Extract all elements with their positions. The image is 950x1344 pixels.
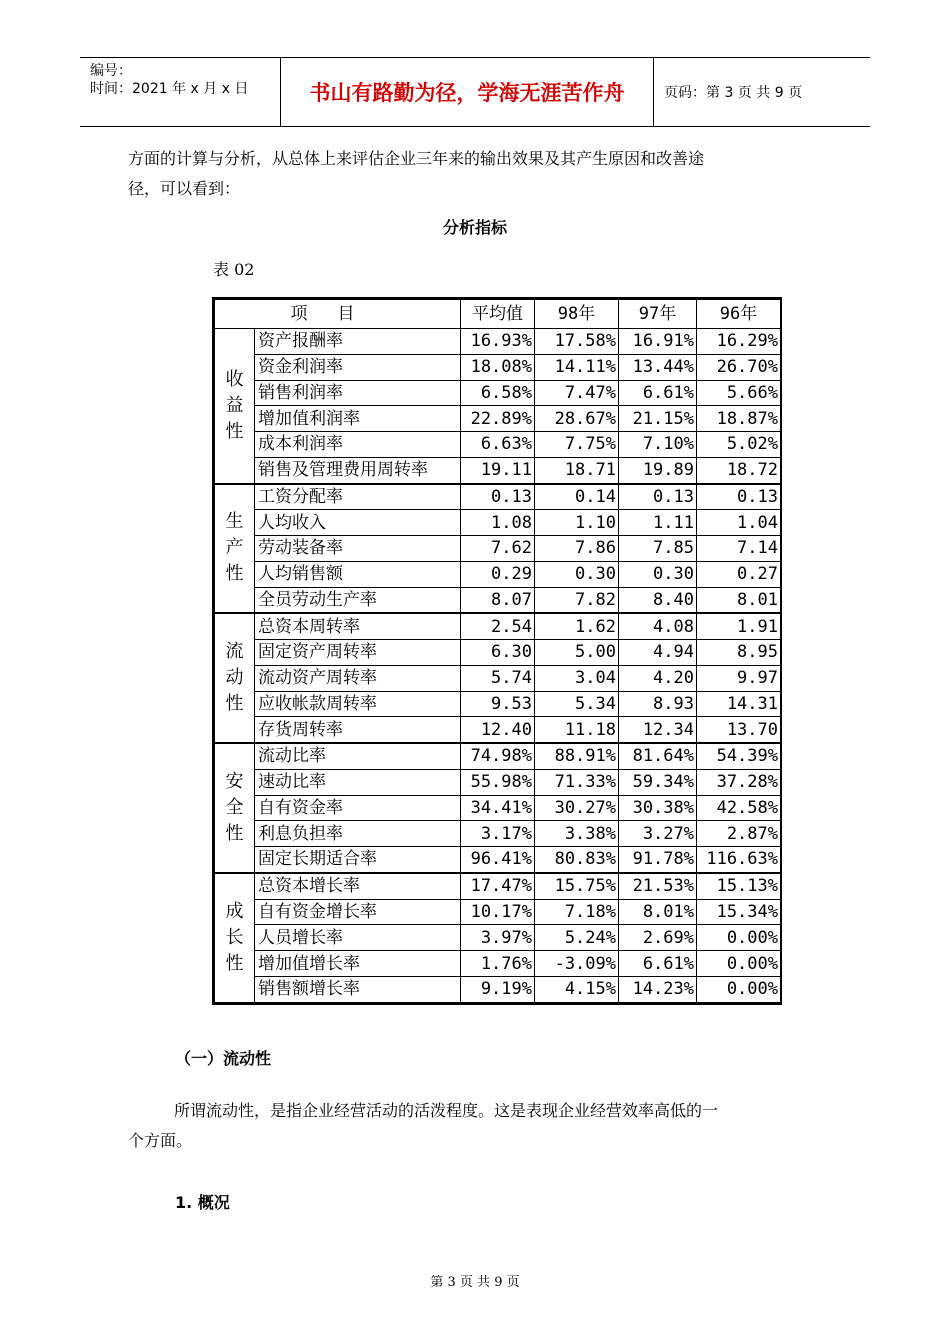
table-row: [215, 457, 781, 483]
y98-cell: 80.83%: [535, 847, 619, 873]
avg-cell: 0.29: [461, 561, 535, 587]
table-row: [215, 925, 781, 951]
y96-cell: 9.97: [697, 665, 781, 691]
y98-cell: 17.58%: [535, 329, 619, 355]
paragraph-line: 所谓流动性，是指企业经营活动的活泼程度。这是表现企业经营效率高低的一: [174, 1101, 719, 1120]
avg-cell: 2.54: [461, 613, 535, 639]
y98-cell: 5.34: [535, 691, 619, 717]
table-row: [215, 484, 781, 510]
y97-cell: 7.10%: [619, 432, 697, 458]
page-header: [80, 57, 870, 127]
table-label: 表 02: [213, 260, 255, 279]
y96-cell: 0.00%: [697, 976, 781, 1002]
y98-cell: 4.15%: [535, 976, 619, 1002]
table-row: [215, 847, 781, 873]
y96-cell: 0.13: [697, 484, 781, 510]
y97-cell: 7.85: [619, 536, 697, 562]
item-name-cell: 增加值利润率: [255, 406, 461, 432]
y97-cell: 12.34: [619, 717, 697, 743]
y97-cell: 19.89: [619, 457, 697, 483]
y96-cell: 18.87%: [697, 406, 781, 432]
y97-cell: 59.34%: [619, 769, 697, 795]
group-label-text: 流动性: [225, 641, 244, 715]
header-cell-97: 97年: [619, 300, 697, 329]
avg-cell: 1.08: [461, 510, 535, 536]
y98-cell: 7.18%: [535, 899, 619, 925]
doc-number-label: 编号：: [90, 63, 132, 79]
table-row: [215, 510, 781, 536]
y98-cell: 7.75%: [535, 432, 619, 458]
y97-cell: 0.13: [619, 484, 697, 510]
avg-cell: 3.97%: [461, 925, 535, 951]
item-name-cell: 人均销售额: [255, 561, 461, 587]
header-cell-avg: 平均值: [461, 300, 535, 329]
table-row: [215, 432, 781, 458]
y98-cell: -3.09%: [535, 951, 619, 977]
item-name-cell: 速动比率: [255, 769, 461, 795]
y97-cell: 8.93: [619, 691, 697, 717]
table-row: [215, 691, 781, 717]
item-name-cell: 成本利润率: [255, 432, 461, 458]
group-label: [215, 613, 255, 743]
section-heading-overview: 1. 概况: [175, 1193, 230, 1212]
y98-cell: 3.04: [535, 665, 619, 691]
y97-cell: 0.30: [619, 561, 697, 587]
y96-cell: 37.28%: [697, 769, 781, 795]
avg-cell: 9.19%: [461, 976, 535, 1002]
avg-cell: 9.53: [461, 691, 535, 717]
y96-cell: 5.66%: [697, 380, 781, 406]
y98-cell: 7.86: [535, 536, 619, 562]
y97-cell: 4.94: [619, 640, 697, 666]
y97-cell: 1.11: [619, 510, 697, 536]
y97-cell: 4.20: [619, 665, 697, 691]
intro-line: 方面的计算与分析，从总体上来评估企业三年来的输出效果及其产生原因和改善途: [128, 149, 705, 168]
group-label-text: 成长性: [225, 900, 244, 974]
y98-cell: 1.62: [535, 613, 619, 639]
header-cell-96: 96年: [697, 300, 781, 329]
item-name-cell: 固定长期适合率: [255, 847, 461, 873]
y98-cell: 0.14: [535, 484, 619, 510]
avg-cell: 74.98%: [461, 743, 535, 769]
y98-cell: 71.33%: [535, 769, 619, 795]
item-name-cell: 应收帐款周转率: [255, 691, 461, 717]
avg-cell: 17.47%: [461, 873, 535, 899]
item-name-cell: 总资本增长率: [255, 873, 461, 899]
y96-cell: 8.01: [697, 587, 781, 613]
table-row: [215, 587, 781, 613]
avg-cell: 6.63%: [461, 432, 535, 458]
header-cell-98: 98年: [535, 300, 619, 329]
doc-time-label: 时间：2021 年 x 月 x 日: [90, 81, 249, 97]
analysis-table: [212, 297, 782, 1005]
table-header-row: [215, 300, 781, 329]
avg-cell: 8.07: [461, 587, 535, 613]
intro-paragraph: [128, 144, 828, 204]
y97-cell: 16.91%: [619, 329, 697, 355]
table-row: [215, 354, 781, 380]
y96-cell: 7.14: [697, 536, 781, 562]
y96-cell: 16.29%: [697, 329, 781, 355]
y96-cell: 0.27: [697, 561, 781, 587]
table-row: [215, 640, 781, 666]
y97-cell: 13.44%: [619, 354, 697, 380]
y98-cell: 5.00: [535, 640, 619, 666]
table-title: 分析指标: [442, 218, 507, 237]
table-row: [215, 821, 781, 847]
y98-cell: 7.82: [535, 587, 619, 613]
avg-cell: 6.58%: [461, 380, 535, 406]
y96-cell: 42.58%: [697, 795, 781, 821]
item-name-cell: 增加值增长率: [255, 951, 461, 977]
table-row: [215, 951, 781, 977]
item-name-cell: 人均收入: [255, 510, 461, 536]
liquidity-paragraph: [128, 1096, 828, 1156]
avg-cell: 22.89%: [461, 406, 535, 432]
item-name-cell: 资金利润率: [255, 354, 461, 380]
table-row: [215, 717, 781, 743]
table-row: [215, 665, 781, 691]
avg-cell: 3.17%: [461, 821, 535, 847]
y98-cell: 5.24%: [535, 925, 619, 951]
avg-cell: 55.98%: [461, 769, 535, 795]
table-row: [215, 743, 781, 769]
header-page-code: 页码：第 3 页 共 9 页: [664, 85, 803, 101]
y96-cell: 0.00%: [697, 925, 781, 951]
table-row: [215, 769, 781, 795]
item-name-cell: 资产报酬率: [255, 329, 461, 355]
avg-cell: 10.17%: [461, 899, 535, 925]
group-label-text: 生产性: [225, 511, 244, 585]
table-row: [215, 613, 781, 639]
y97-cell: 8.01%: [619, 899, 697, 925]
y96-cell: 0.00%: [697, 951, 781, 977]
y98-cell: 88.91%: [535, 743, 619, 769]
avg-cell: 96.41%: [461, 847, 535, 873]
table-row: [215, 380, 781, 406]
header-cell-item: 项目: [215, 300, 461, 329]
y96-cell: 1.91: [697, 613, 781, 639]
y98-cell: 0.30: [535, 561, 619, 587]
y97-cell: 14.23%: [619, 976, 697, 1002]
y97-cell: 2.69%: [619, 925, 697, 951]
item-name-cell: 总资本周转率: [255, 613, 461, 639]
avg-cell: 0.13: [461, 484, 535, 510]
y98-cell: 28.67%: [535, 406, 619, 432]
avg-cell: 6.30: [461, 640, 535, 666]
y97-cell: 4.08: [619, 613, 697, 639]
y96-cell: 116.63%: [697, 847, 781, 873]
y98-cell: 11.18: [535, 717, 619, 743]
y96-cell: 5.02%: [697, 432, 781, 458]
y97-cell: 8.40: [619, 587, 697, 613]
table-row: [215, 536, 781, 562]
y97-cell: 3.27%: [619, 821, 697, 847]
item-name-cell: 存货周转率: [255, 717, 461, 743]
y96-cell: 54.39%: [697, 743, 781, 769]
table-row: [215, 873, 781, 899]
y96-cell: 26.70%: [697, 354, 781, 380]
y96-cell: 1.04: [697, 510, 781, 536]
y96-cell: 2.87%: [697, 821, 781, 847]
avg-cell: 1.76%: [461, 951, 535, 977]
item-name-cell: 利息负担率: [255, 821, 461, 847]
header-motto: 书山有路勤为径，学海无涯苦作舟: [280, 58, 654, 126]
y98-cell: 7.47%: [535, 380, 619, 406]
avg-cell: 18.08%: [461, 354, 535, 380]
group-label: [215, 873, 255, 1003]
page-footer: 第 3 页 共 9 页: [430, 1275, 520, 1290]
y98-cell: 14.11%: [535, 354, 619, 380]
table-row: [215, 899, 781, 925]
item-name-cell: 流动比率: [255, 743, 461, 769]
y96-cell: 15.13%: [697, 873, 781, 899]
group-label-text: 安全性: [225, 770, 244, 844]
y97-cell: 91.78%: [619, 847, 697, 873]
avg-cell: 7.62: [461, 536, 535, 562]
paragraph-line: 个方面。: [128, 1131, 193, 1150]
y96-cell: 14.31: [697, 691, 781, 717]
y98-cell: 18.71: [535, 457, 619, 483]
item-name-cell: 销售额增长率: [255, 976, 461, 1002]
group-label: [215, 743, 255, 873]
y97-cell: 6.61%: [619, 951, 697, 977]
item-name-cell: 自有资金率: [255, 795, 461, 821]
y98-cell: 15.75%: [535, 873, 619, 899]
y96-cell: 15.34%: [697, 899, 781, 925]
y98-cell: 30.27%: [535, 795, 619, 821]
table-row: [215, 795, 781, 821]
y98-cell: 1.10: [535, 510, 619, 536]
item-name-cell: 流动资产周转率: [255, 665, 461, 691]
table-row: [215, 329, 781, 355]
avg-cell: 19.11: [461, 457, 535, 483]
y96-cell: 8.95: [697, 640, 781, 666]
table-row: [215, 406, 781, 432]
table-row: [215, 976, 781, 1002]
header-meta: [80, 58, 280, 126]
avg-cell: 34.41%: [461, 795, 535, 821]
intro-line: 径，可以看到：: [128, 179, 241, 198]
y96-cell: 18.72: [697, 457, 781, 483]
item-name-cell: 固定资产周转率: [255, 640, 461, 666]
item-name-cell: 销售利润率: [255, 380, 461, 406]
avg-cell: 12.40: [461, 717, 535, 743]
item-name-cell: 自有资金增长率: [255, 899, 461, 925]
item-name-cell: 劳动装备率: [255, 536, 461, 562]
group-label: [215, 484, 255, 614]
y97-cell: 30.38%: [619, 795, 697, 821]
y97-cell: 21.53%: [619, 873, 697, 899]
group-label-text: 收益性: [225, 368, 244, 442]
item-name-cell: 全员劳动生产率: [255, 587, 461, 613]
item-name-cell: 工资分配率: [255, 484, 461, 510]
group-label: [215, 329, 255, 484]
y96-cell: 13.70: [697, 717, 781, 743]
y97-cell: 21.15%: [619, 406, 697, 432]
avg-cell: 16.93%: [461, 329, 535, 355]
table-row: [215, 561, 781, 587]
item-name-cell: 人员增长率: [255, 925, 461, 951]
item-name-cell: 销售及管理费用周转率: [255, 457, 461, 483]
y98-cell: 3.38%: [535, 821, 619, 847]
avg-cell: 5.74: [461, 665, 535, 691]
y97-cell: 81.64%: [619, 743, 697, 769]
y97-cell: 6.61%: [619, 380, 697, 406]
section-heading-liquidity: （一）流动性: [175, 1049, 272, 1068]
